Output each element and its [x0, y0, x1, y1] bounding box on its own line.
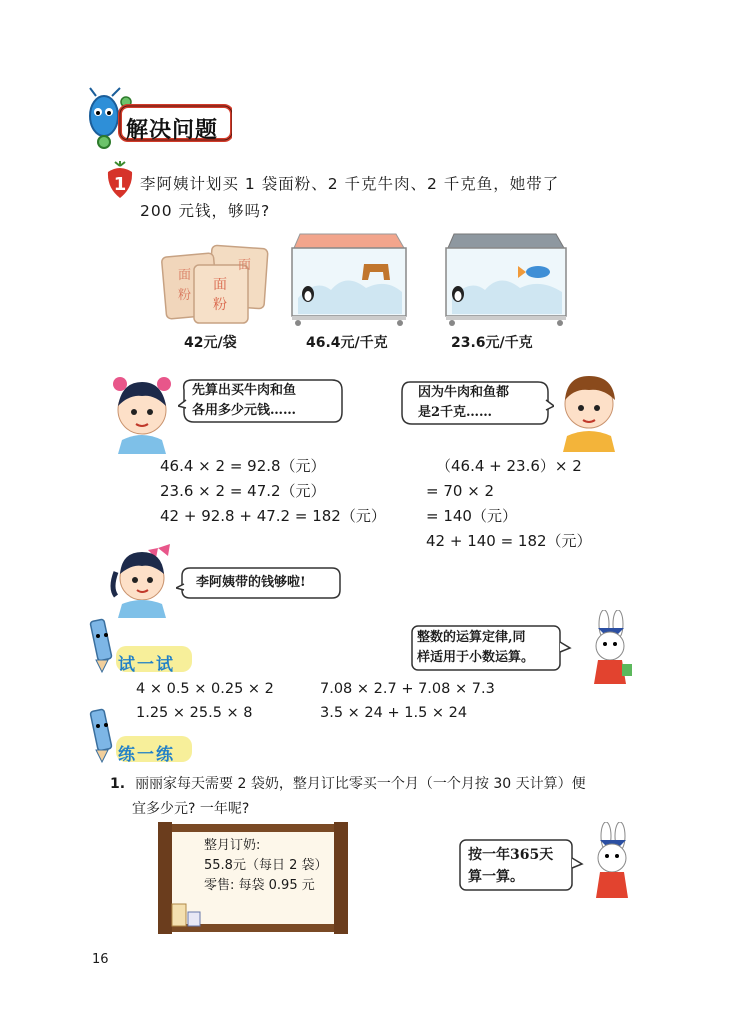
svg-text:面: 面 [238, 258, 252, 273]
flour-price: 42元/袋 [184, 335, 237, 351]
try-exercise-3: 1.25 × 25.5 × 8 [136, 705, 253, 721]
girl-speech-bubble: 先算出买牛肉和鱼 各用多少元钱…… [178, 376, 346, 426]
flour-bags-image [160, 243, 270, 325]
svg-text:面: 面 [213, 277, 227, 293]
fish-freezer-image [440, 228, 572, 326]
beef-freezer-image [286, 228, 412, 326]
try-exercise-1: 4 × 0.5 × 0.25 × 2 [136, 681, 274, 697]
boy-character-image [555, 368, 625, 452]
practice-question-1: 1. 丽丽家每天需要 2 袋奶，整月订比零买一个月（一个月按 30 天计算）便 宜多少元? 一年呢? [110, 776, 586, 817]
boy-speech-bubble: 因为牛肉和鱼都 是2千克…… [398, 378, 554, 428]
section-title: 解决问题 [126, 118, 219, 143]
rabbit-teacher-image-2 [580, 822, 642, 904]
problem-number: 1 [113, 174, 127, 195]
girl-speech-bubble-2: 李阿姨带的钱够啦! [176, 566, 344, 600]
rabbit-speech-bubble-2: 按一年365天 算一算。 [458, 838, 578, 892]
girl-character-image-2 [110, 542, 180, 618]
try-title: 试一试 [118, 655, 175, 675]
fish-price: 23.6元/千克 [451, 335, 533, 351]
practice-title: 练一练 [118, 745, 175, 765]
try-exercise-2: 7.08 × 2.7 + 7.08 × 7.3 [320, 681, 495, 697]
rabbit-teacher-image [578, 610, 640, 690]
rabbit-speech-bubble: 整数的运算定律,同 样适用于小数运算。 [410, 624, 562, 672]
try-exercise-4: 3.5 × 24 + 1.5 × 24 [320, 705, 468, 721]
milk-price-board: 整月订奶: 55.8元（每日 2 袋） 零售: 每袋 0.95 元 [158, 822, 348, 934]
girl-character-image [108, 370, 178, 454]
svg-text:粉: 粉 [178, 288, 192, 303]
calc-method-1: 46.4 × 2 = 92.8（元） 23.6 × 2 = 47.2（元） 42 + 92.8 + 47.2 = 182（元） [160, 457, 386, 525]
calc-method-2: （46.4 + 23.6）× 2 = 70 × 2 = 140（元） 42 + 140 = 182（元） [426, 457, 592, 550]
problem-text: 李阿姨计划买 1 袋面粉、2 千克牛肉、2 千克鱼，她带了 200 元钱，够吗? [140, 175, 560, 220]
svg-text:面: 面 [178, 268, 192, 283]
beef-price: 46.4元/千克 [306, 335, 388, 351]
svg-text:粉: 粉 [213, 297, 227, 313]
strawberry-number-icon [105, 160, 135, 200]
page-number: 16 [92, 952, 109, 967]
